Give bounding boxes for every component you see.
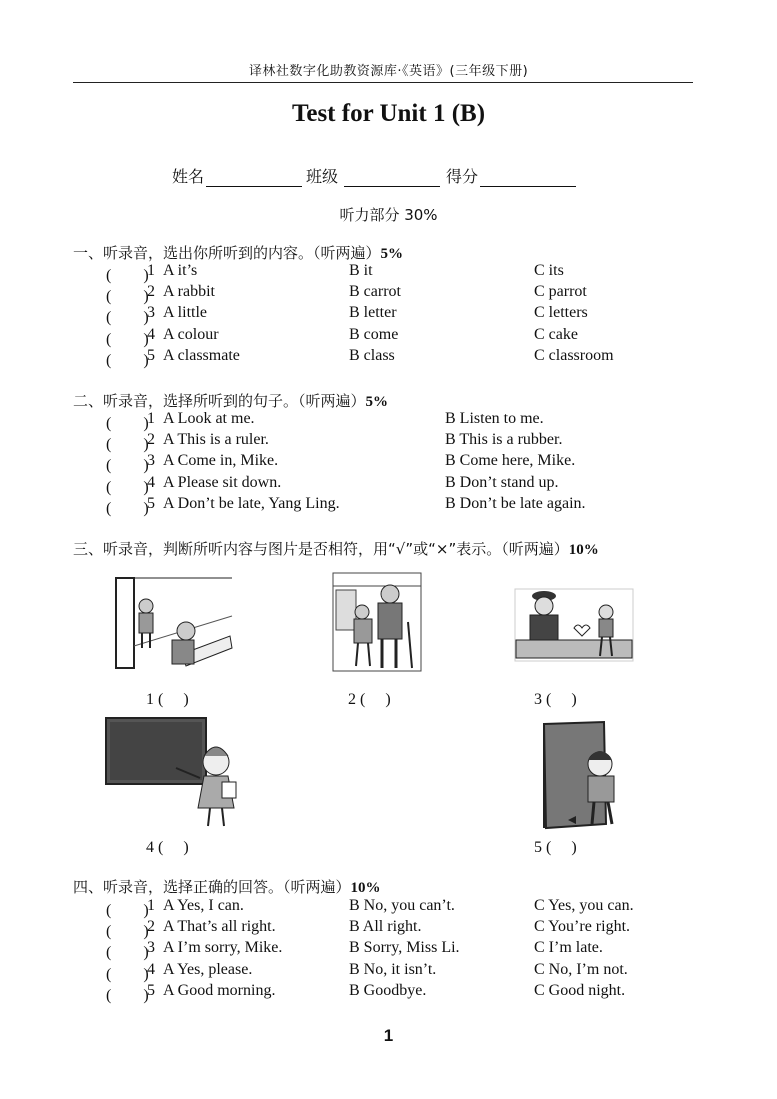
option-a: A Good morning. (163, 981, 276, 999)
page-title: Test for Unit 1 (B) (291, 100, 486, 127)
score-field (446, 164, 576, 187)
option-b: B it (349, 262, 373, 279)
option-a: A This is a ruler. (163, 431, 269, 449)
picture-3-label[interactable]: 3 ( ) (534, 691, 577, 708)
question-row (0, 304, 777, 325)
option-b: B carrot (349, 283, 401, 301)
section-3-points: 10% (568, 542, 599, 558)
question-row (0, 431, 777, 452)
picture-5-label[interactable]: 5 ( ) (534, 839, 577, 856)
section-2-heading: 二、听录音，选择所听到的句子。（听两遍） (73, 392, 366, 410)
answer-paren[interactable]: ( ) (106, 965, 149, 983)
option-a: A it’s (163, 262, 198, 279)
answer-paren[interactable]: ( ) (106, 902, 149, 919)
picture-4-label[interactable]: 4 ( ) (146, 839, 189, 856)
page-number: 1 (383, 1026, 394, 1045)
listening-subtitle: 听力部分 30% (339, 206, 438, 224)
answer-paren[interactable]: ( ) (106, 923, 149, 941)
question-row (0, 326, 777, 347)
question-number: 1 (147, 262, 155, 279)
option-a: A Yes, please. (163, 960, 253, 978)
page-header: 译林社数字化助教资源库·《英语》(三年级下册) (248, 64, 529, 79)
option-a: A Please sit down. (163, 473, 282, 491)
option-c: C Good night. (534, 981, 626, 999)
question-number: 2 (147, 283, 155, 301)
section-3-title (73, 538, 599, 559)
section-2-points: 5% (365, 394, 389, 410)
question-number: 2 (147, 431, 155, 449)
answer-paren[interactable]: ( ) (106, 288, 149, 306)
score-blank[interactable] (480, 170, 576, 187)
option-a: A Yes, I can. (163, 897, 244, 914)
answer-paren[interactable]: ( ) (106, 944, 149, 962)
score-label: 得分 (446, 167, 479, 186)
option-b: B letter (349, 304, 397, 322)
option-a: A little (163, 304, 207, 322)
class-field (306, 164, 440, 187)
section-1-heading: 一、听录音，选出你所听到的内容。（听两遍） (73, 244, 381, 262)
option-b: B All right. (349, 918, 422, 936)
section-4-points: 10% (350, 880, 381, 896)
option-a: A I’m sorry, Mike. (163, 939, 283, 957)
option-a: A Look at me. (163, 410, 255, 427)
option-b: B Come here, Mike. (445, 452, 576, 470)
question-number: 3 (147, 304, 155, 322)
option-c: C You’re right. (534, 918, 631, 936)
answer-paren[interactable]: ( ) (106, 415, 149, 432)
section-2-title (73, 390, 388, 411)
picture-1-label[interactable]: 1 ( ) (146, 691, 189, 708)
question-row (0, 982, 777, 1003)
option-c: C letters (534, 304, 588, 322)
question-number: 2 (147, 918, 155, 936)
question-row (0, 897, 777, 918)
question-number: 4 (147, 473, 155, 491)
option-c: C classroom (534, 346, 614, 364)
question-number: 1 (147, 410, 155, 427)
picture-2-helping (332, 572, 424, 674)
answer-paren[interactable]: ( ) (106, 267, 149, 284)
name-blank[interactable] (206, 170, 302, 187)
option-c: C No, I’m not. (534, 960, 628, 978)
question-number: 5 (147, 346, 155, 364)
question-row (0, 452, 777, 473)
question-number: 1 (147, 897, 155, 914)
question-number: 5 (147, 981, 155, 999)
option-a: A Come in, Mike. (163, 452, 279, 470)
option-b: B come (349, 325, 399, 343)
question-row (0, 495, 777, 516)
section-1-title (73, 242, 403, 263)
answer-paren[interactable]: ( ) (106, 309, 149, 327)
option-c: C its (534, 262, 564, 279)
name-label: 姓名 (172, 167, 205, 186)
answer-paren[interactable]: ( ) (106, 457, 149, 475)
option-b: B class (349, 346, 395, 364)
option-c: C cake (534, 325, 578, 343)
question-row (0, 262, 777, 283)
option-c: C I’m late. (534, 939, 603, 957)
option-a: A colour (163, 325, 219, 343)
question-row (0, 347, 777, 368)
option-b: B Goodbye. (349, 981, 427, 999)
question-row (0, 961, 777, 982)
name-field (172, 164, 302, 187)
answer-paren[interactable]: ( ) (106, 478, 149, 496)
question-number: 3 (147, 939, 155, 957)
option-b: B No, it isn’t. (349, 960, 437, 978)
question-number: 5 (147, 494, 155, 512)
option-a: A classmate (163, 346, 240, 364)
answer-paren[interactable]: ( ) (106, 499, 149, 517)
section-4-title (73, 876, 381, 897)
question-row (0, 283, 777, 304)
picture-5-door (540, 720, 636, 830)
answer-paren[interactable]: ( ) (106, 986, 149, 1004)
picture-3-policeman (514, 588, 634, 662)
option-a: A rabbit (163, 283, 215, 301)
picture-1-classroom (112, 576, 236, 672)
section-4-heading: 四、听录音，选择正确的回答。（听两遍） (73, 878, 351, 896)
class-label: 班级 (306, 167, 339, 186)
header-rule (73, 82, 693, 83)
option-b: B Don’t stand up. (445, 473, 559, 491)
question-row (0, 410, 777, 431)
option-b: B This is a rubber. (445, 431, 563, 449)
option-a: A Don’t be late, Yang Ling. (163, 494, 340, 512)
question-number: 3 (147, 452, 155, 470)
section-1-points: 5% (380, 246, 404, 262)
option-c: C parrot (534, 283, 587, 301)
answer-paren[interactable]: ( ) (106, 330, 149, 348)
question-row (0, 474, 777, 495)
question-row (0, 918, 777, 939)
section-3-heading: 三、听录音，判断所听内容与图片是否相符，用“√”或“×”表示。（听两遍） (73, 540, 569, 558)
option-b: B Don’t be late again. (445, 494, 586, 512)
option-a: A That’s all right. (163, 918, 276, 936)
picture-2-label[interactable]: 2 ( ) (348, 691, 391, 708)
answer-paren[interactable]: ( ) (106, 436, 149, 454)
option-b: B Sorry, Miss Li. (349, 939, 460, 957)
question-number: 4 (147, 960, 155, 978)
picture-4-blackboard (104, 716, 244, 830)
option-c: C Yes, you can. (534, 897, 634, 914)
class-blank[interactable] (344, 170, 440, 187)
question-row (0, 939, 777, 960)
answer-paren[interactable]: ( ) (106, 351, 149, 369)
option-b: B Listen to me. (445, 410, 544, 427)
question-number: 4 (147, 325, 155, 343)
option-b: B No, you can’t. (349, 897, 455, 914)
